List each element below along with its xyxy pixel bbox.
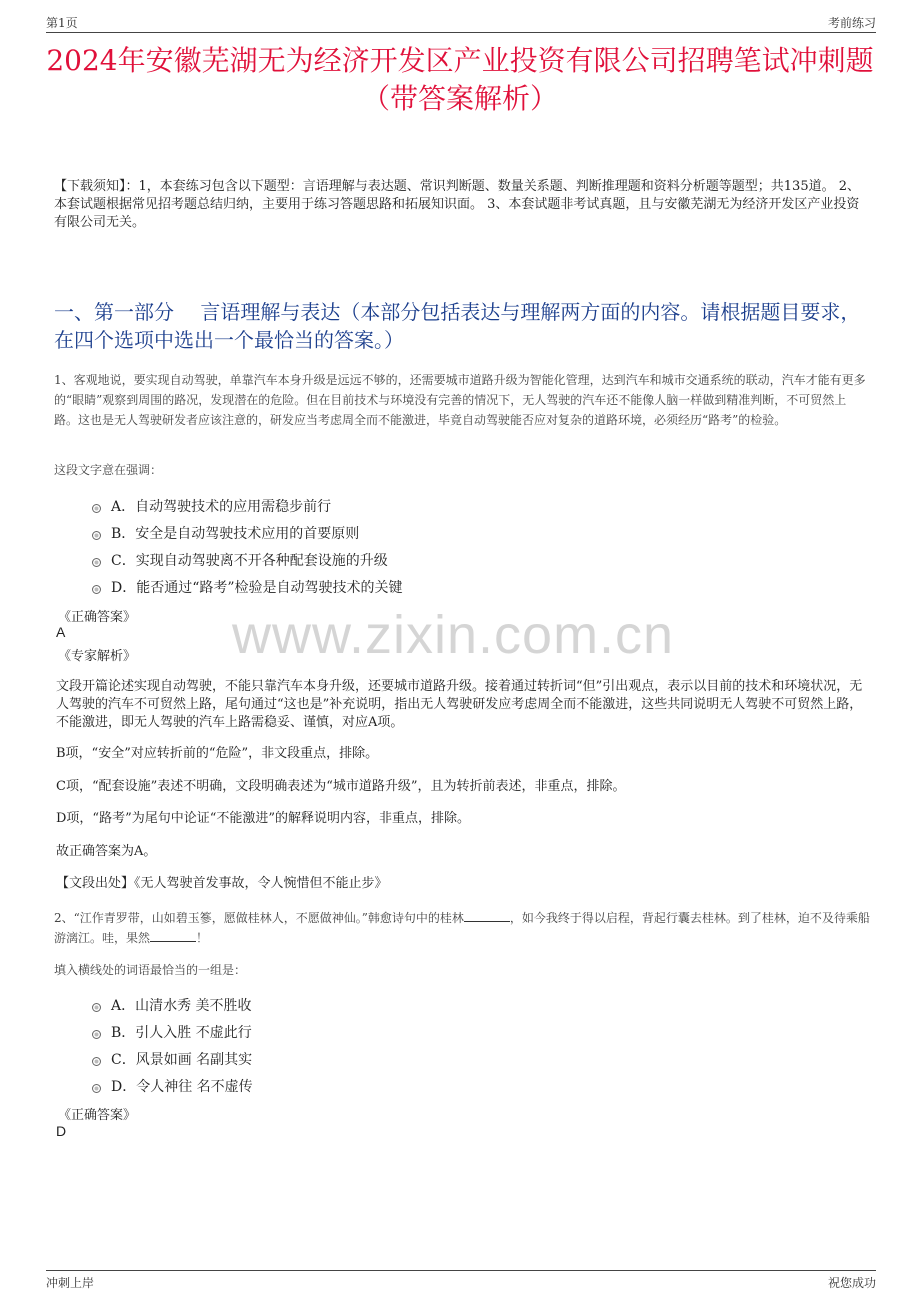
question-1-text: 1、客观地说，要实现自动驾驶，单靠汽车本身升级是远远不够的，还需要城市道路升级为智能化管理，达到汽车和城市交通系统的联动，汽车才能有更多的“眼睛”观察到周围的路况，发现潜在的危险。但在目前技术与环境没有完善的情况下，无人驾驶的汽车还不能像人脑一样做到精准判断，不可贸然上路。这也是无人驾驶研发者应该注意的，研发应当考虑周全而不能激进，毕竟自动驾驶能否应对复杂的道路环境，必须经历“路考”的检验。 <box>54 373 866 427</box>
answer-label: 《正确答案》 <box>58 1108 137 1123</box>
option-label: B．引人入胜 不虚此行 <box>111 1024 252 1041</box>
option-label: A．山清水秀 美不胜收 <box>111 997 252 1014</box>
option-label: D．能否通过“路考”检验是自动驾驶技术的关键 <box>111 579 403 596</box>
analysis-paragraph: B项，“安全”对应转折前的“危险”，非文段重点，排除。 <box>56 746 379 761</box>
option-d[interactable] <box>92 573 403 600</box>
question-1-prompt: 这段文字意在强调： <box>54 463 163 477</box>
option-label: B．安全是自动驾驶技术应用的首要原则 <box>111 525 360 542</box>
question-2-text-part: ，如今我终于得以启程，背起行囊去桂林。到了桂林，迫不及待乘船游漓江。哇，果然 <box>54 911 870 945</box>
analysis-paragraph: C项，“配套设施”表述不明确，文段明确表述为“城市道路升级”，且为转折前表述，非重点，排除。 <box>56 779 626 794</box>
header-tag: 考前练习 <box>827 16 876 30</box>
option-label: D．令人神往 名不虚传 <box>111 1078 253 1095</box>
source-citation: 【文段出处】《无人驾驶首发事故，令人惋惜但不能止步》 <box>56 876 388 891</box>
watermark: www.zixin.com.cn <box>232 605 675 665</box>
radio-icon[interactable] <box>92 1057 101 1066</box>
fill-blank <box>464 909 510 922</box>
option-label: C．实现自动驾驶离不开各种配套设施的升级 <box>111 552 388 569</box>
option-c[interactable] <box>92 546 403 573</box>
analysis-paragraph: 故正确答案为A。 <box>56 844 157 859</box>
page-footer <box>46 1270 876 1293</box>
option-d[interactable] <box>92 1072 253 1099</box>
radio-icon[interactable] <box>92 558 101 567</box>
download-notice: 【下载须知】：1，本套练习包含以下题型：言语理解与表达题、常识判断题、数量关系题、判断推理题和资料分析题等题型；共135道。 2、本套试题根据常见招考题总结归纳，主要用于练习答题思路和拓展知识面。 3、本套试题非考试真题，且与安徽芜湖无为经济开发区产业投资有限公司无关。 <box>54 179 860 230</box>
analysis-paragraph: D项，“路考”为尾句中论证“不能激进”的解释说明内容，非重点，排除。 <box>56 811 471 826</box>
radio-icon[interactable] <box>92 1084 101 1093</box>
section-title: 一、第一部分 言语理解与表达（本部分包括表达与理解两方面的内容。请根据题目要求，在四个选项中选出一个最恰当的答案。） <box>54 300 861 352</box>
question-2-prompt: 填入横线处的词语最恰当的一组是： <box>54 963 247 977</box>
question-2-text <box>54 908 870 948</box>
footer-right: 祝您成功 <box>827 1276 876 1290</box>
analysis-label: 《专家解析》 <box>58 649 137 664</box>
question-2-text-part: ！ <box>196 931 209 945</box>
analysis-paragraph: 文段开篇论述实现自动驾驶，不能只靠汽车本身升级，还要城市道路升级。接着通过转折词“但”引出观点，表示以目前的技术和环境状况，无人驾驶的汽车不可贸然上路，尾句通过“这也是”补充说明，指出无人驾驶研发应考虑周全而不能激进，这些共同说明无人驾驶不可贸然上路，不能激进，即无人驾驶的汽车上路需稳妥、谨慎，对应A项。 <box>56 679 863 730</box>
option-c[interactable] <box>92 1045 253 1072</box>
radio-icon[interactable] <box>92 1003 101 1012</box>
radio-icon[interactable] <box>92 585 101 594</box>
answer-value: A <box>56 624 66 640</box>
radio-icon[interactable] <box>92 504 101 513</box>
answer-label: 《正确答案》 <box>58 610 137 625</box>
option-b[interactable] <box>92 519 403 546</box>
option-a[interactable] <box>92 492 403 519</box>
question-1-options <box>92 492 403 600</box>
option-a[interactable] <box>92 991 253 1018</box>
page-number: 第1页 <box>46 16 78 30</box>
option-b[interactable] <box>92 1018 253 1045</box>
option-label: A．自动驾驶技术的应用需稳步前行 <box>111 498 332 515</box>
answer-value: D <box>56 1123 67 1139</box>
question-2-options <box>92 991 253 1099</box>
question-2-text-part: 2、“江作青罗带，山如碧玉篸，愿做桂林人，不愿做神仙。”韩愈诗句中的桂林 <box>54 911 464 925</box>
radio-icon[interactable] <box>92 1030 101 1039</box>
page-header <box>46 12 876 33</box>
document-title: 2024年安徽芜湖无为经济开发区产业投资有限公司招聘笔试冲刺题（带答案解析） <box>46 44 874 115</box>
footer-left: 冲刺上岸 <box>46 1276 95 1290</box>
option-label: C．风景如画 名副其实 <box>111 1051 253 1068</box>
radio-icon[interactable] <box>92 531 101 540</box>
fill-blank <box>150 929 196 942</box>
